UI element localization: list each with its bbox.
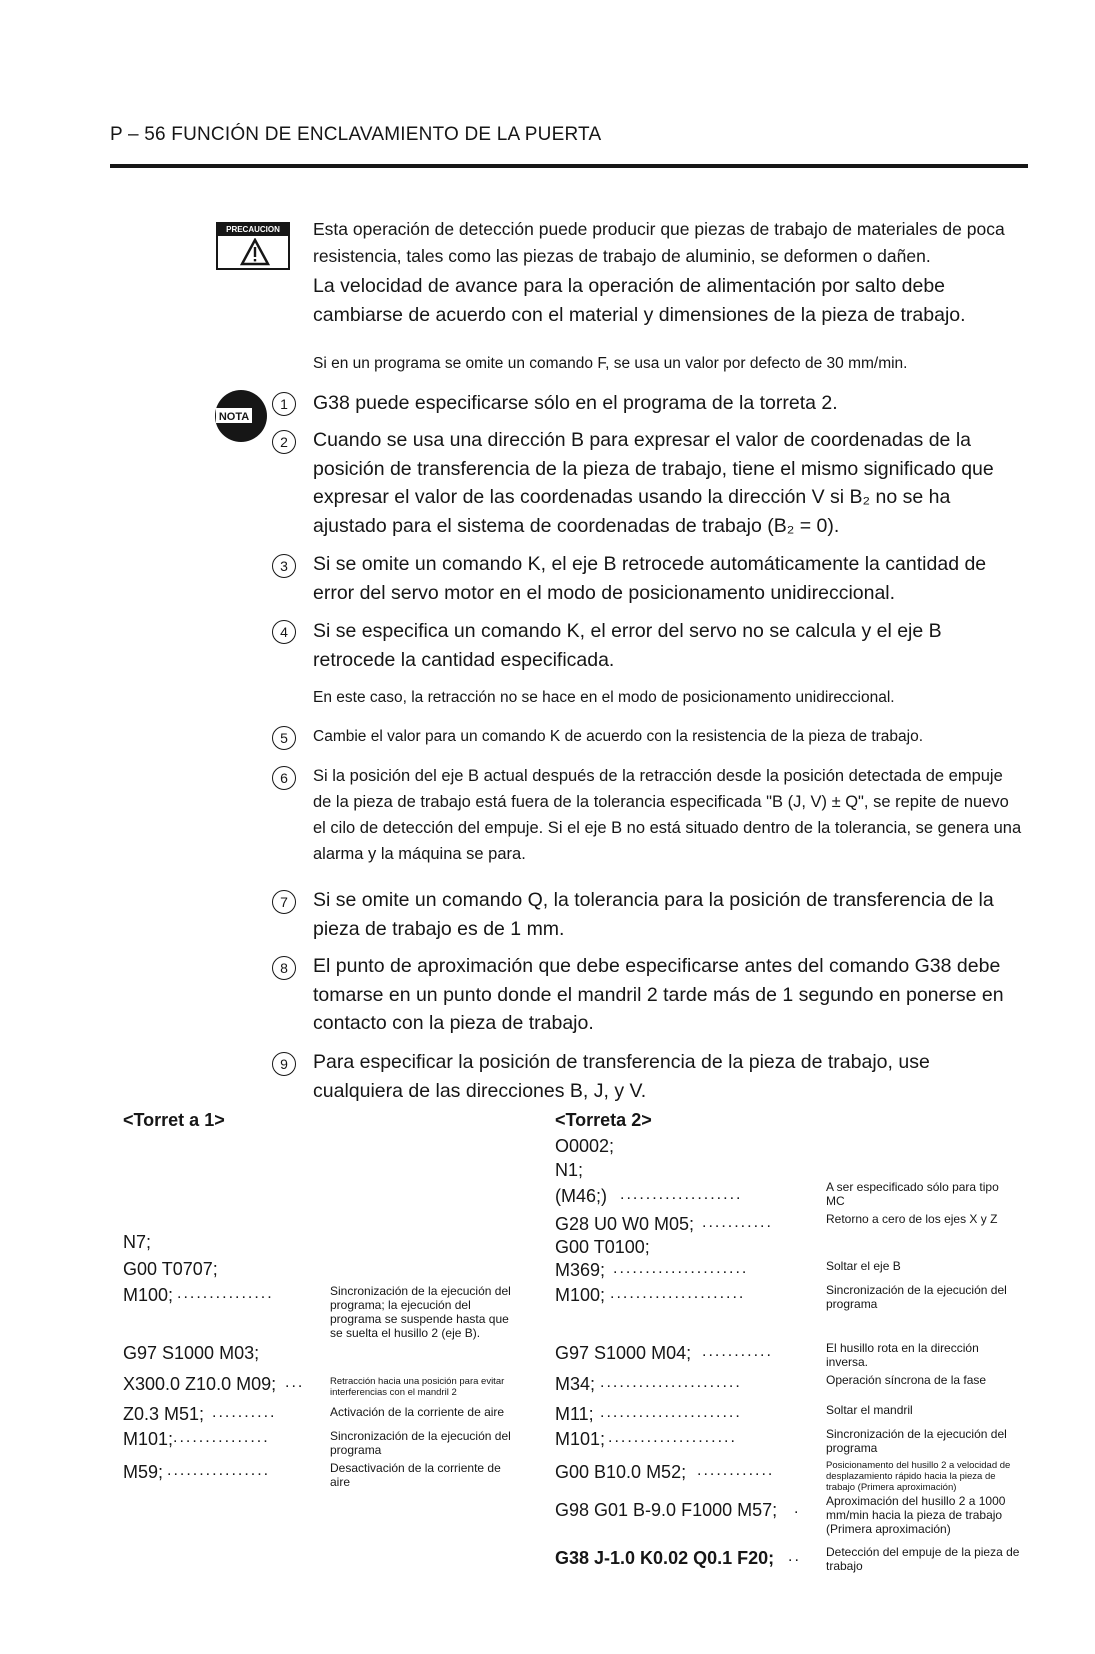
note-item-4: Si se especifica un comando K, el error del servo no se calcula y el eje B retrocede la cantidad especificada. (313, 620, 942, 671)
program-line: M100; (123, 1285, 174, 1305)
program-comment: El husillo rota en la dirección inversa. (826, 1341, 979, 1369)
program-line: M101; (555, 1429, 606, 1449)
leader-dots: ............ (697, 1462, 775, 1479)
caution-icon (216, 222, 290, 270)
program-comment: Retracción hacia una posición para evitar interferencias con el mandril 2 (330, 1376, 505, 1398)
leader-dots: .................... (608, 1429, 737, 1446)
program-line: M11; (555, 1404, 594, 1424)
leader-dots: .. (788, 1548, 801, 1565)
program-line: M59; (123, 1462, 164, 1482)
program-comment: Posicionamento del husillo 2 a velocidad de desplazamiento rápido hacia la pieza de trabajo (Primera aproximación) (826, 1460, 1011, 1493)
note-item-3: Si se omite un comando K, el eje B retrocede automáticamente la cantidad de error del servo motor en el modo de posicionamento unidireccional. (313, 553, 987, 604)
program-line: N7; (123, 1232, 152, 1252)
program-comment: Soltar el eje B (826, 1259, 901, 1273)
program-line: G97 S1000 M04; (555, 1343, 692, 1363)
leader-dots: ............... (173, 1429, 270, 1446)
header-rule (110, 164, 1028, 168)
note-number: 2 (272, 430, 296, 454)
program-line: O0002; (555, 1136, 615, 1156)
note-number: 6 (272, 766, 296, 790)
program-comment: Sincronización de la ejecución del programa (330, 1429, 511, 1457)
program-line: G00 T0100; (555, 1237, 650, 1257)
leader-dots: .......... (212, 1404, 277, 1421)
program-line: Z0.3 M51; (123, 1404, 205, 1424)
leader-dots: ............... (177, 1285, 274, 1302)
program-comment: Aproximación del husillo 2 a 1000 mm/min hacia la pieza de trabajo (Primera aproximación) (826, 1494, 1006, 1536)
leader-dots: ........... (702, 1343, 773, 1360)
caution-label: PRECAUCION (218, 224, 288, 236)
program-comment: Activación de la corriente de aire (330, 1405, 505, 1419)
leader-dots: ................... (620, 1186, 743, 1203)
note-item-5: Cambie el valor para un comando K de acuerdo con la resistencia de la pieza de trabajo. (313, 728, 924, 745)
warning-triangle-icon (240, 238, 270, 266)
note-number: 7 (272, 890, 296, 914)
note-item-8: El punto de aproximación que debe especificarse antes del comando G38 debe tomarse en un punto donde el mandril 2 tarde más de 1 segundo en ponerse en contacto con la pieza de trabajo. (313, 955, 1004, 1034)
note-number: 1 (272, 392, 296, 416)
note-number: 3 (272, 554, 296, 578)
program-comment: Sincronización de la ejecución del programa (826, 1283, 1007, 1311)
program-line: G97 S1000 M03; (123, 1343, 260, 1363)
program-comment: Desactivación de la corriente de aire (330, 1461, 501, 1489)
leader-dots: ...................... (600, 1404, 742, 1421)
note-item-2: Cuando se usa una dirección B para expresar el valor de coordenadas de la posición de transferencia de la pieza de trabajo, tiene el mismo significado que expresar el valor de las coordenadas usando la dirección V si B₂ no se ha ajustado para el sistema de coordenadas de trabajo (B₂ = 0). (313, 429, 994, 537)
program-line: G00 T0707; (123, 1259, 218, 1279)
program-line: X300.0 Z10.0 M09; (123, 1374, 277, 1394)
note-number: 8 (272, 956, 296, 980)
program-comment: Soltar el mandril (826, 1403, 913, 1417)
program-line: M369; (555, 1260, 606, 1280)
program-line: N1; (555, 1160, 584, 1180)
caution-paragraph-2: La velocidad de avance para la operación de alimentación por salto debe cambiarse de acuerdo con el material y dimensiones de la pieza de trabajo. (313, 275, 966, 326)
nota-label: NOTA (218, 411, 250, 423)
leader-dots: ................ (167, 1462, 271, 1479)
leader-dots: ... (285, 1374, 305, 1391)
program-comment: Sincronización de la ejecución del programa; la ejecución del programa se suspende hasta que se suelta el husillo 2 (eje B). (330, 1284, 511, 1340)
program-line: M100; (555, 1285, 606, 1305)
note-number: 5 (272, 726, 296, 750)
program-comment: Retorno a cero de los ejes X y Z (826, 1212, 998, 1226)
leader-dots: ..................... (610, 1285, 746, 1302)
note-number: 4 (272, 620, 296, 644)
leader-dots: . (794, 1500, 801, 1517)
note-number: 9 (272, 1052, 296, 1076)
program-comment: Sincronización de la ejecución del programa (826, 1427, 1007, 1455)
program-comment: A ser especificado sólo para tipo MC (826, 1180, 999, 1208)
program-comment: Detección del empuje de la pieza de trabajo (826, 1545, 1020, 1573)
turret1-title: <Torret a 1> (123, 1110, 225, 1130)
program-line: G98 G01 B-9.0 F1000 M57; (555, 1500, 778, 1520)
caution-paragraph-3: Si en un programa se omite un comando F, se usa un valor por defecto de 30 mm/min. (313, 355, 908, 372)
leader-dots: ..................... (613, 1260, 749, 1277)
program-line: M101; (123, 1429, 174, 1449)
caution-paragraph-1: Esta operación de detección puede producir que piezas de trabajo de materiales de poca resistencia, tales como las piezas de trabajo de aluminio, se deformen o dañen. (313, 219, 1005, 266)
program-line: G38 J-1.0 K0.02 Q0.1 F20; (555, 1548, 775, 1568)
leader-dots: ........... (702, 1214, 773, 1231)
program-line: M34; (555, 1374, 596, 1394)
page-header: P – 56 FUNCIÓN DE ENCLAVAMIENTO DE LA PUERTA (110, 124, 602, 145)
turret2-title: <Torreta 2> (555, 1110, 652, 1130)
note-item-7: Si se omite un comando Q, la tolerancia para la posición de transferencia de la pieza de trabajo es de 1 mm. (313, 889, 994, 940)
note-item-4-detail: En este caso, la retracción no se hace en el modo de posicionamento unidireccional. (313, 689, 895, 706)
note-item-9: Para especificar la posición de transferencia de la pieza de trabajo, use cualquiera de las direcciones B, J, y V. (313, 1051, 930, 1102)
program-line: (M46;) (555, 1186, 608, 1206)
note-item-6: Si la posición del eje B actual después de la retracción desde la posición detectada de empuje de la pieza de trabajo está fuera de la tolerancia especificada "B (J, V) ± Q", se repite de nuevo el cilo de detección del empuje. Si el eje B no está situado dentro de la tolerancia, se genera una alarma y la máquina se para. (313, 767, 1022, 863)
program-line: G28 U0 W0 M05; (555, 1214, 695, 1234)
program-line: G00 B10.0 M52; (555, 1462, 687, 1482)
nota-icon (213, 388, 269, 444)
program-comment: Operación síncrona de la fase (826, 1373, 987, 1387)
note-item-1: G38 puede especificarse sólo en el programa de la torreta 2. (313, 392, 838, 414)
leader-dots: ...................... (600, 1374, 742, 1391)
